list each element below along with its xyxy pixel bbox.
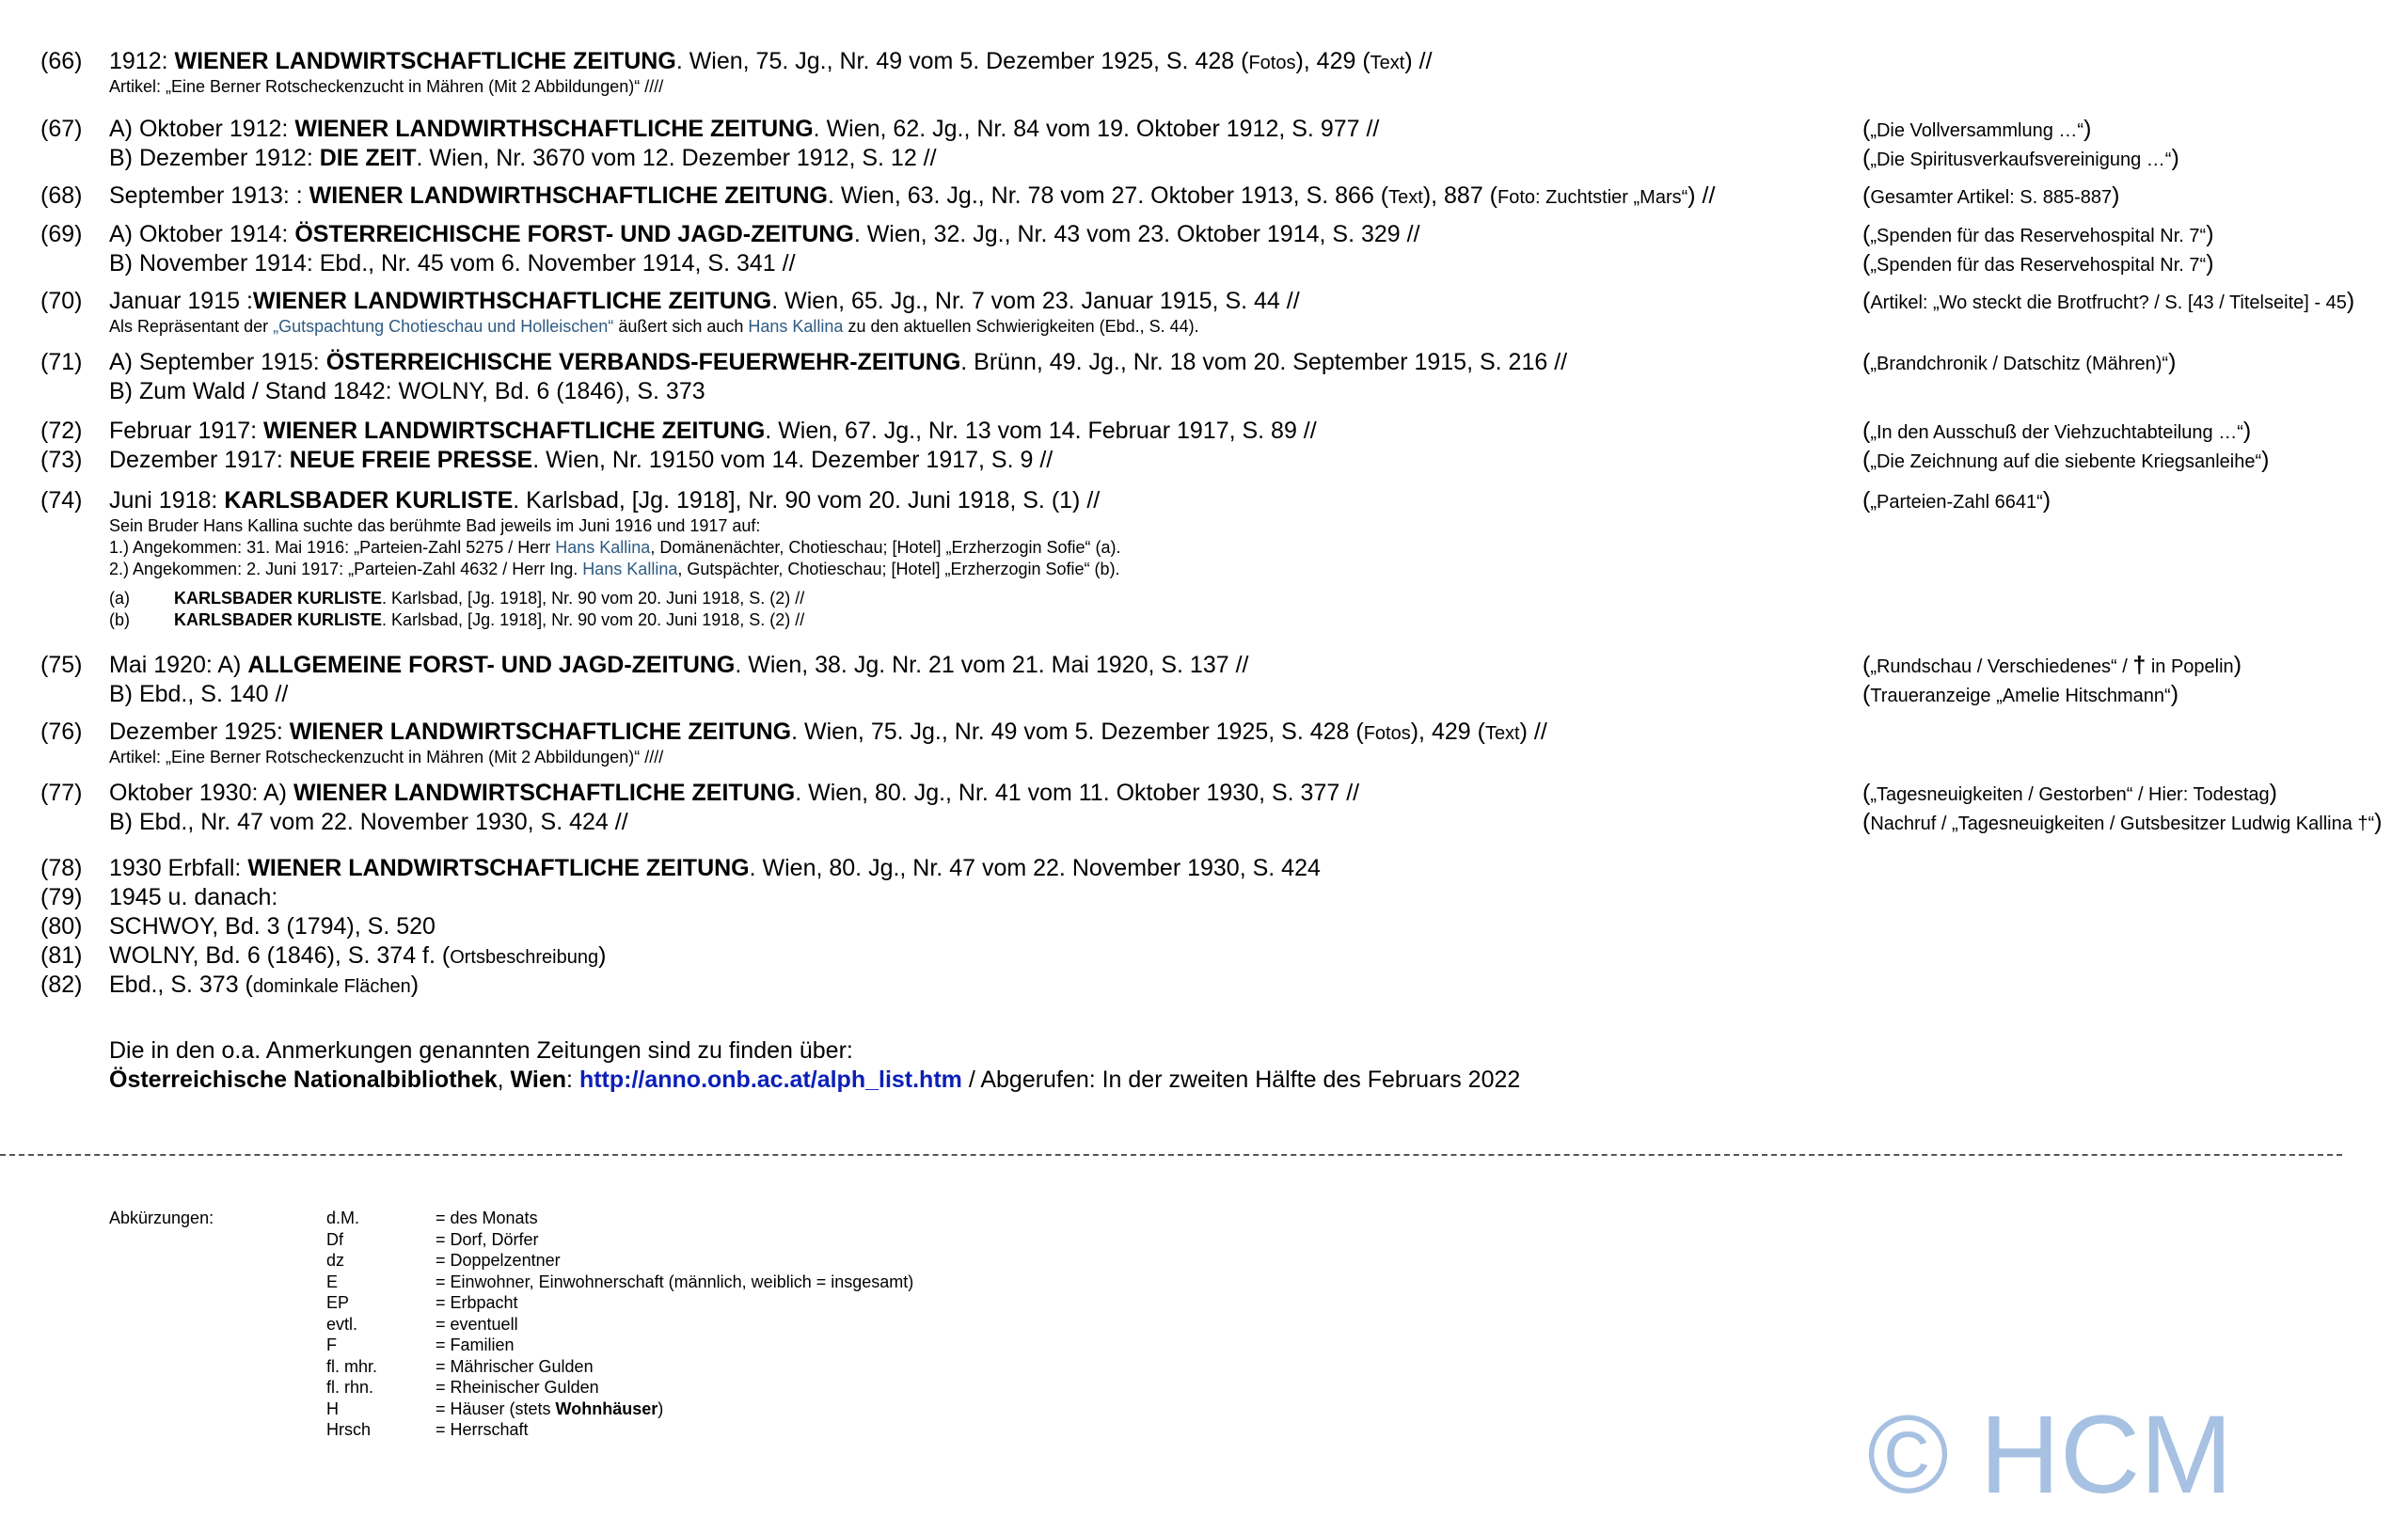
footnote-number: (79) — [40, 884, 83, 910]
footnote-75 — [0, 651, 2408, 709]
footnote-citation: SCHWOY, Bd. 3 (1794), S. 520 — [109, 913, 436, 940]
footnote-68 — [0, 182, 2408, 211]
footnote-citation: 1930 Erbfall: WIENER LANDWIRTSCHAFTLICHE ZEITUNG. Wien, 80. Jg., Nr. 47 vom 22. November 1930, S. 424 — [109, 855, 1321, 881]
hans-kallina-link[interactable]: Hans Kallina — [555, 538, 651, 557]
footnote-74 — [0, 486, 2408, 631]
footnote-citation: B) November 1914: Ebd., Nr. 45 vom 6. November 1914, S. 341 // — [109, 250, 796, 277]
abbreviation-key: H — [326, 1398, 339, 1418]
footnote-number: (66) — [40, 48, 83, 74]
dashed-divider — [0, 1154, 2342, 1156]
footnote-article-ref: („Die Spiritusverkaufsvereinigung …“) — [1862, 145, 2179, 171]
footnote-66 — [0, 47, 2408, 98]
footnote-article-ref: („Spenden für das Reservehospital Nr. 7“) — [1862, 250, 2214, 277]
source-intro: Die in den o.a. Anmerkungen genannten Zeitungen sind zu finden über: — [109, 1037, 853, 1064]
footnote-article-ref: (Traueranzeige „Amelie Hitschmann“) — [1862, 681, 2179, 707]
footnote-citation: A) Oktober 1914: ÖSTERREICHISCHE FORST- UND JAGD-ZEITUNG. Wien, 32. Jg., Nr. 43 vom 23. Oktober 1914, S. 329 // — [109, 221, 1420, 247]
footnote-note: Artikel: „Eine Berner Rotscheckenzucht in Mähren (Mit 2 Abbildungen)“ //// — [109, 77, 664, 96]
footnote-number: (69) — [40, 221, 83, 247]
footnote-citation: B) Ebd., S. 140 // — [109, 681, 289, 707]
footnote-citation: Juni 1918: KARLSBADER KURLISTE. Karlsbad, [Jg. 1918], Nr. 90 vom 20. Juni 1918, S. (1) // — [109, 487, 1101, 514]
abbreviation-key: E — [326, 1272, 339, 1291]
abbreviation-key: fl. rhn. — [326, 1378, 374, 1397]
footnote-citation: B) Zum Wald / Stand 1842: WOLNY, Bd. 6 (1846), S. 373 — [109, 378, 705, 404]
footnote-number: (80) — [40, 913, 83, 940]
footnote-citation: WOLNY, Bd. 6 (1846), S. 374 f. (Ortsbeschreibung) — [109, 942, 607, 969]
footnote-citation: Dezember 1917: NEUE FREIE PRESSE. Wien, Nr. 19150 vom 14. Dezember 1917, S. 9 // — [109, 447, 1054, 473]
footnote-71 — [0, 348, 2408, 406]
abbreviation-key: EP — [326, 1293, 350, 1312]
footnote-citation: September 1913: : WIENER LANDWIRTHSCHAFTLICHE ZEITUNG. Wien, 63. Jg., Nr. 78 vom 27. Oktober 1913, S. 866 (Text), 887 (Foto: Zuchtstier „Mars“) // — [109, 182, 1716, 209]
footnote-article-ref: („Brandchronik / Datschitz (Mähren)“) — [1862, 349, 2177, 375]
hans-kallina-link[interactable]: Hans Kallina — [748, 317, 844, 336]
death-cross-icon: † — [2132, 652, 2147, 678]
footnote-77 — [0, 779, 2408, 837]
footnote-article-ref: („In den Ausschuß der Viehzuchtabteilung …“) — [1862, 418, 2252, 444]
footnote-citation: Mai 1920: A) ALLGEMEINE FORST- UND JAGD-ZEITUNG. Wien, 38. Jg. Nr. 21 vom 21. Mai 1920, S. 137 // — [109, 652, 1249, 678]
footnote-note: 2.) Angekommen: 2. Juni 1917: „Parteien-Zahl 4632 / Herr Ing. Hans Kallina, Gutspächter, Chotieschau; [Hotel] „Erzherzogin Sofie“ (b). — [109, 560, 1120, 578]
footnote-citation: 1945 u. danach: — [109, 884, 278, 910]
footnote-article-ref: („Die Vollversammlung …“) — [1862, 116, 2092, 142]
abbreviation-value: = Erbpacht — [436, 1293, 518, 1312]
source-ref-label: (b) — [109, 610, 130, 629]
hans-kallina-link[interactable]: Hans Kallina — [582, 560, 678, 578]
footnote-number: (78) — [40, 855, 83, 881]
footnote-82 — [0, 971, 2408, 1000]
source-ref-citation: KARLSBADER KURLISTE. Karlsbad, [Jg. 1918], Nr. 90 vom 20. Juni 1918, S. (2) // — [174, 589, 805, 608]
anno-onb-link[interactable]: http://anno.onb.ac.at/alph_list.htm — [578, 1067, 962, 1093]
footnote-article-ref: (Artikel: „Wo steckt die Brotfrucht? / S. [43 / Titelseite] - 45) — [1862, 288, 2355, 314]
footnote-article-ref: („Spenden für das Reservehospital Nr. 7“) — [1862, 221, 2214, 247]
source-line: Österreichische Nationalbibliothek, Wien: http://anno.onb.ac.at/alph_list.htm / Abgerufen: In der zweiten Hälfte des Februars 2022 — [109, 1067, 1521, 1093]
footnote-81 — [0, 941, 2408, 971]
footnote-number: (77) — [40, 780, 83, 806]
abbreviation-value: = des Monats — [436, 1209, 538, 1227]
footnote-note: Artikel: „Eine Berner Rotscheckenzucht in Mähren (Mit 2 Abbildungen)“ //// — [109, 748, 664, 766]
abbreviation-value: = Doppelzentner — [436, 1251, 561, 1270]
footnote-70 — [0, 287, 2408, 338]
source-info — [109, 1036, 1520, 1095]
abbreviation-value: = Rheinischer Gulden — [436, 1378, 599, 1397]
footnote-number: (70) — [40, 288, 83, 314]
footnote-number: (72) — [40, 418, 83, 444]
footnote-number: (76) — [40, 719, 83, 745]
footnote-citation: A) Oktober 1912: WIENER LANDWIRTHSCHAFTLICHE ZEITUNG. Wien, 62. Jg., Nr. 84 vom 19. Oktober 1912, S. 977 // — [109, 116, 1380, 142]
abbreviation-values — [436, 1208, 913, 1441]
footnote-number: (74) — [40, 487, 83, 514]
abbreviation-key: evtl. — [326, 1314, 358, 1334]
footnote-article-ref: (Nachruf / „Tagesneuigkeiten / Gutsbesitzer Ludwig Kallina †“) — [1862, 809, 2383, 835]
source-ref-citation: KARLSBADER KURLISTE. Karlsbad, [Jg. 1918], Nr. 90 vom 20. Juni 1918, S. (2) // — [174, 610, 805, 629]
footnote-number: (75) — [40, 652, 83, 678]
abbreviation-key: Df — [326, 1229, 343, 1249]
abbreviation-value: = Mährischer Gulden — [436, 1356, 594, 1376]
abbreviation-value: = Einwohner, Einwohnerschaft (männlich, weiblich = insgesamt) — [436, 1272, 914, 1291]
footnote-72 — [0, 417, 2408, 446]
footnote-79 — [0, 883, 2408, 912]
footnote-69 — [0, 220, 2408, 278]
footnote-citation: A) September 1915: ÖSTERREICHISCHE VERBANDS-FEUERWEHR-ZEITUNG. Brünn, 49. Jg., Nr. 18 vom 20. September 1915, S. 216 // — [109, 349, 1568, 375]
abbreviation-value: = Dorf, Dörfer — [436, 1229, 539, 1249]
footnote-citation: B) Ebd., Nr. 47 vom 22. November 1930, S. 424 // — [109, 809, 628, 835]
abbreviation-key: Hrsch — [326, 1420, 372, 1439]
footnote-article-ref: („Die Zeichnung auf die siebente Kriegsanleihe“) — [1862, 447, 2270, 473]
abbreviation-keys — [326, 1208, 377, 1441]
gutspachtung-link[interactable]: „Gutspachtung Chotieschau und Holleischen“ — [273, 317, 614, 336]
abbreviations-heading: Abkürzungen: — [109, 1209, 214, 1227]
footnote-80 — [0, 912, 2408, 941]
footnote-73 — [0, 446, 2408, 475]
footnote-article-ref: („Parteien-Zahl 6641“) — [1862, 487, 2052, 514]
abbreviation-key: F — [326, 1335, 337, 1354]
footnote-article-ref: („Rundschau / Verschiedenes“ / † in Popelin) — [1862, 652, 2242, 678]
footnote-78 — [0, 854, 2408, 883]
footnote-citation: 1912: WIENER LANDWIRTSCHAFTLICHE ZEITUNG. Wien, 75. Jg., Nr. 49 vom 5. Dezember 1925, S. 428 (Fotos), 429 (Text) // — [109, 48, 1433, 74]
footnote-article-ref: (Gesamter Artikel: S. 885-887) — [1862, 182, 2120, 209]
footnote-number: (73) — [40, 447, 83, 473]
footnote-citation: Februar 1917: WIENER LANDWIRTSCHAFTLICHE ZEITUNG. Wien, 67. Jg., Nr. 13 vom 14. Februar 1917, S. 89 // — [109, 418, 1317, 444]
footnote-citation: Oktober 1930: A) WIENER LANDWIRTSCHAFTLICHE ZEITUNG. Wien, 80. Jg., Nr. 41 vom 11. Oktober 1930, S. 377 // — [109, 780, 1360, 806]
abbreviation-value: = Häuser (stets Wohnhäuser) — [436, 1398, 664, 1418]
footnote-number: (82) — [40, 972, 83, 998]
footnote-67 — [0, 115, 2408, 173]
footnote-note: 1.) Angekommen: 31. Mai 1916: „Parteien-Zahl 5275 / Herr Hans Kallina, Domänenächter, Chotieschau; [Hotel] „Erzherzogin Sofie“ (a). — [109, 538, 1121, 557]
abbreviation-value: = Herrschaft — [436, 1420, 529, 1439]
footnote-article-ref: („Tagesneuigkeiten / Gestorben“ / Hier: Todestag) — [1862, 780, 2277, 806]
footnote-note: Sein Bruder Hans Kallina suchte das berühmte Bad jeweils im Juni 1916 und 1917 auf: — [109, 516, 761, 535]
abbreviation-value: = eventuell — [436, 1314, 518, 1334]
abbreviation-key: dz — [326, 1251, 345, 1270]
abbreviation-value: = Familien — [436, 1335, 515, 1354]
footnote-number: (67) — [40, 116, 83, 142]
copyright-watermark: © HCM — [1867, 1393, 2233, 1517]
footnote-number: (81) — [40, 942, 83, 969]
abbreviation-key: d.M. — [326, 1209, 360, 1227]
footnote-citation: Januar 1915 :WIENER LANDWIRTHSCHAFTLICHE ZEITUNG. Wien, 65. Jg., Nr. 7 vom 23. Januar 1915, S. 44 // — [109, 288, 1300, 314]
footnote-citation: Dezember 1925: WIENER LANDWIRTSCHAFTLICHE ZEITUNG. Wien, 75. Jg., Nr. 49 vom 5. Dezember 1925, S. 428 (Fotos), 429 (Text) // — [109, 719, 1547, 745]
footnote-number: (71) — [40, 349, 83, 375]
abbreviation-key: fl. mhr. — [326, 1356, 378, 1376]
footnote-note: Als Repräsentant der „Gutspachtung Chotieschau und Holleischen“ äußert sich auch Hans Kallina zu den aktuellen Schwierigkeiten (Ebd., S. 44). — [109, 317, 1199, 336]
footnote-76 — [0, 718, 2408, 768]
source-ref-label: (a) — [109, 589, 130, 608]
footnote-citation: Ebd., S. 373 (dominkale Flächen) — [109, 972, 420, 998]
footnote-number: (68) — [40, 182, 83, 209]
footnote-citation: B) Dezember 1912: DIE ZEIT. Wien, Nr. 3670 vom 12. Dezember 1912, S. 12 // — [109, 145, 937, 171]
